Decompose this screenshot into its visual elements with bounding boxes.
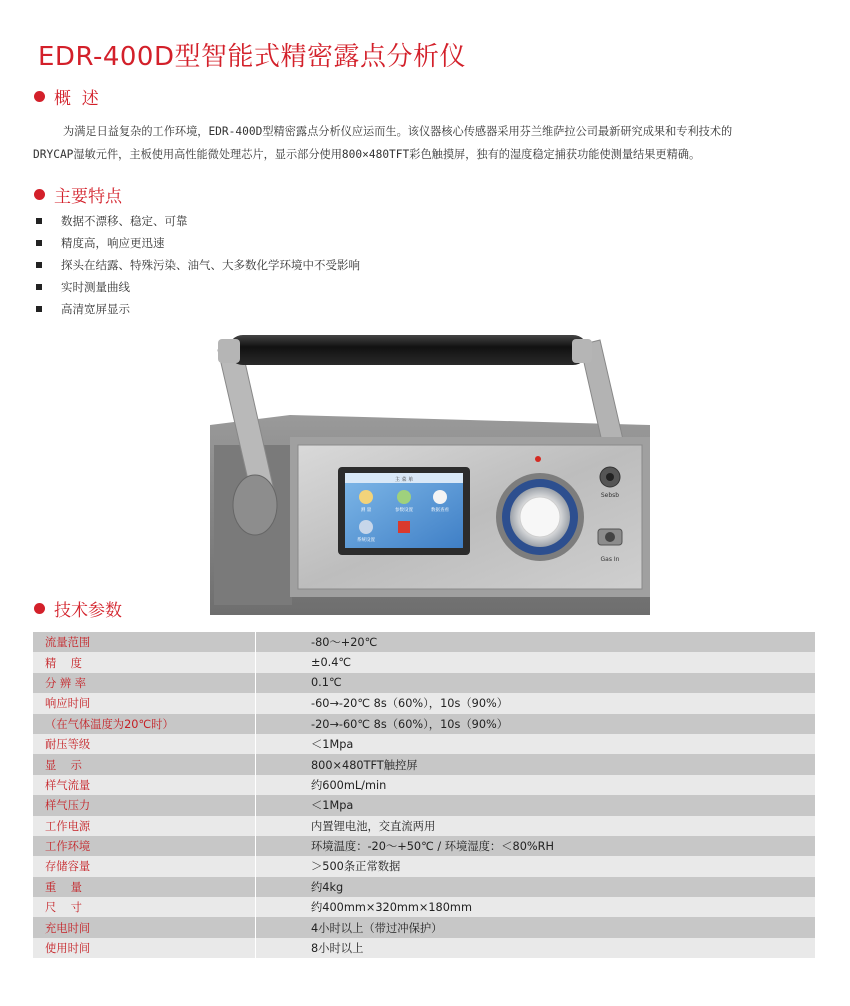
list-item: 实时测量曲线 bbox=[36, 276, 360, 298]
spec-value: 环境温度：-20～+50℃ / 环境湿度：＜80%RH bbox=[256, 836, 816, 856]
list-item: 高清宽屏显示 bbox=[36, 298, 360, 320]
bullet-dot-icon bbox=[34, 603, 45, 614]
bullet-dot-icon bbox=[34, 91, 45, 102]
spec-key: 存储容量 bbox=[33, 856, 256, 876]
section-specs bbox=[34, 596, 122, 621]
spec-value: -60→-20℃ 8s（60%），10s（90%） bbox=[256, 693, 816, 713]
spec-value: 8小时以上 bbox=[256, 938, 816, 958]
table-row bbox=[33, 673, 815, 693]
spec-key: 工作电源 bbox=[33, 816, 256, 836]
square-bullet-icon bbox=[36, 240, 42, 246]
table-row bbox=[33, 897, 815, 917]
page-title: EDR-400D型智能式精密露点分析仪 bbox=[38, 42, 466, 72]
section-specs-label: 技术参数 bbox=[54, 601, 122, 621]
square-bullet-icon bbox=[36, 218, 42, 224]
section-overview bbox=[34, 84, 99, 109]
gas-in-label: Gas In bbox=[600, 556, 620, 563]
table-row bbox=[33, 632, 815, 652]
overview-line-2: DRYCAP湿敏元件，主板使用高性能微处理芯片，显示部分使用800×480TFT彩色触摸屏，独有的湿度稳定捕获功能使测量结果更精确。 bbox=[33, 148, 701, 161]
table-row bbox=[33, 917, 815, 937]
spec-key: 响应时间 bbox=[33, 693, 256, 713]
screen-label: 测 量 bbox=[360, 508, 372, 513]
spec-value: 约600mL/min bbox=[256, 775, 816, 795]
table-row bbox=[33, 714, 815, 734]
spec-value: 约400mm×320mm×180mm bbox=[256, 897, 816, 917]
spec-key: 样气流量 bbox=[33, 775, 256, 795]
table-row bbox=[33, 754, 815, 774]
square-bullet-icon bbox=[36, 306, 42, 312]
spec-value: 800×480TFT触控屏 bbox=[256, 754, 816, 774]
screen-label: 系统设置 bbox=[357, 538, 375, 543]
spec-key: 重 量 bbox=[33, 877, 256, 897]
spec-value: 4小时以上（带过冲保护） bbox=[256, 917, 816, 937]
screen-label: 数据查看 bbox=[431, 508, 449, 513]
table-row bbox=[33, 652, 815, 672]
spec-value: ＜1Mpa bbox=[256, 734, 816, 754]
spec-key: 精 度 bbox=[33, 652, 256, 672]
table-row bbox=[33, 816, 815, 836]
spec-key: 使用时间 bbox=[33, 938, 256, 958]
spec-key: 工作环境 bbox=[33, 836, 256, 856]
screen-label: 参数设置 bbox=[395, 508, 413, 513]
table-row bbox=[33, 693, 815, 713]
table-row bbox=[33, 938, 815, 958]
list-item: 精度高，响应更迅速 bbox=[36, 232, 360, 254]
spec-value: ＜1Mpa bbox=[256, 795, 816, 815]
square-bullet-icon bbox=[36, 262, 42, 268]
table-row bbox=[33, 734, 815, 754]
spec-key: 耐压等级 bbox=[33, 734, 256, 754]
bullet-dot-icon bbox=[34, 189, 45, 200]
spec-key: 充电时间 bbox=[33, 917, 256, 937]
spec-key: 尺 寸 bbox=[33, 897, 256, 917]
section-features bbox=[34, 182, 122, 207]
spec-value: ＞500条正常数据 bbox=[256, 856, 816, 876]
spec-key: 分 辨 率 bbox=[33, 673, 256, 693]
spec-value: -20→-60℃ 8s（60%），10s（90%） bbox=[256, 714, 816, 734]
table-row bbox=[33, 856, 815, 876]
section-overview-label: 概 述 bbox=[54, 89, 99, 109]
product-image bbox=[200, 295, 660, 615]
list-item: 数据不漂移、稳定、可靠 bbox=[36, 210, 360, 232]
socket-label: Sebsb bbox=[600, 492, 620, 499]
spec-key: 样气压力 bbox=[33, 795, 256, 815]
table-row bbox=[33, 795, 815, 815]
square-bullet-icon bbox=[36, 284, 42, 290]
table-row bbox=[33, 775, 815, 795]
screen-menu-title: 主 菜 单 bbox=[394, 477, 414, 483]
spec-table bbox=[33, 632, 815, 958]
spec-key: 流量范围 bbox=[33, 632, 256, 652]
overview-line-1: 为满足日益复杂的工作环境，EDR-400D型精密露点分析仪应运而生。该仪器核心传感器采用芬兰维萨拉公司最新研究成果和专利技术的 bbox=[63, 125, 733, 138]
spec-value: ±0.4℃ bbox=[256, 652, 816, 672]
table-row bbox=[33, 877, 815, 897]
table-row bbox=[33, 836, 815, 856]
overview-text bbox=[33, 120, 823, 166]
section-features-label: 主要特点 bbox=[54, 187, 122, 207]
spec-value: 内置锂电池，交直流两用 bbox=[256, 816, 816, 836]
spec-value: -80～+20℃ bbox=[256, 632, 816, 652]
spec-key: 显 示 bbox=[33, 754, 256, 774]
spec-value: 0.1℃ bbox=[256, 673, 816, 693]
list-item: 探头在结露、特殊污染、油气、大多数化学环境中不受影响 bbox=[36, 254, 360, 276]
spec-key: （在气体温度为20℃时） bbox=[33, 714, 256, 734]
spec-value: 约4kg bbox=[256, 877, 816, 897]
